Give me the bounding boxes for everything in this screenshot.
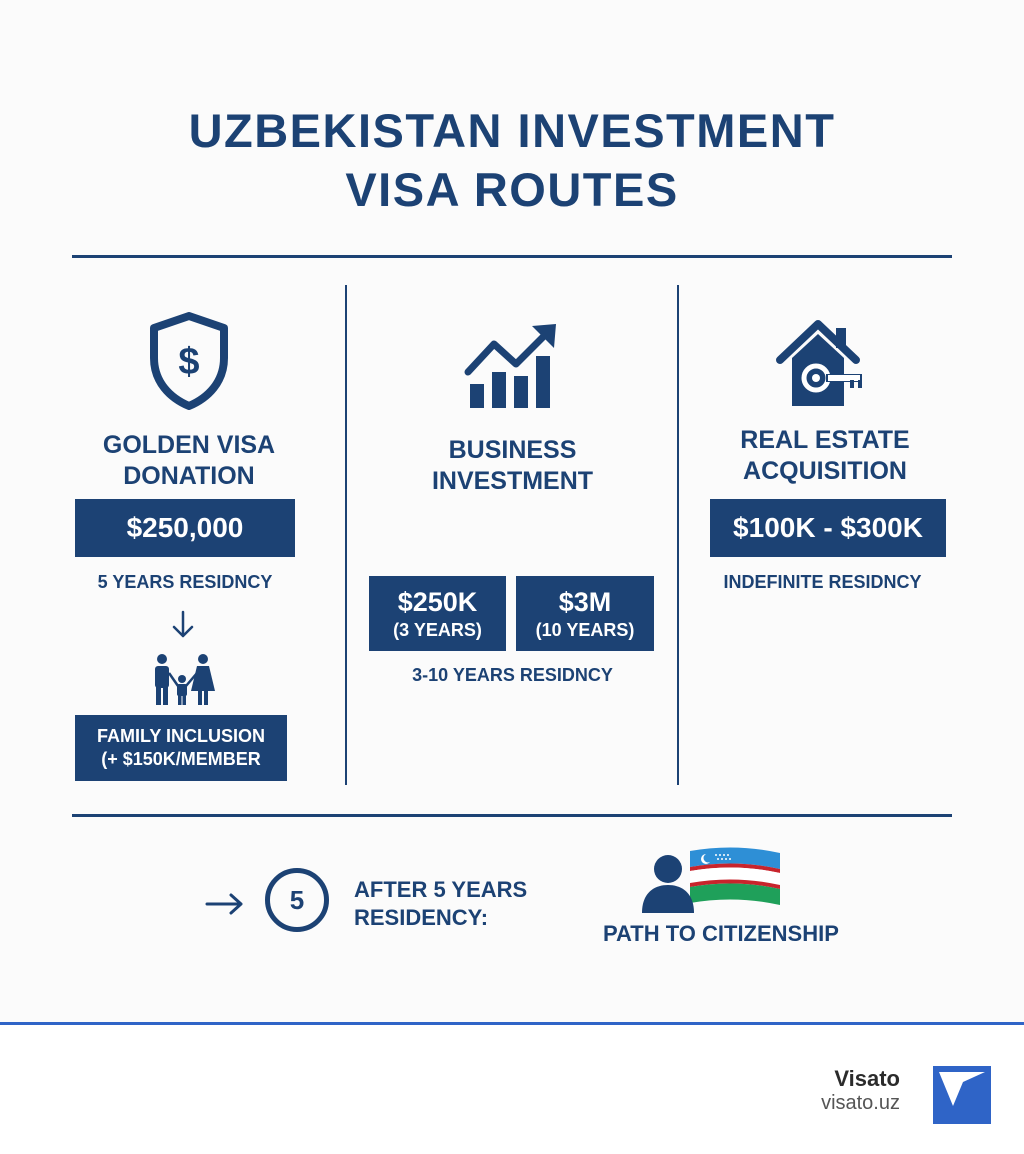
business-residency: 3-10 YEARS RESIDNCY [412, 665, 613, 685]
shield-dollar-icon [148, 312, 230, 410]
right-arrow-icon [205, 891, 245, 917]
footer-brand: Visato [834, 1066, 900, 1091]
house-key-icon [776, 318, 868, 408]
step-number-circle [265, 868, 329, 932]
family-inclusion-line-2: (+ $150K/MEMBER [101, 749, 261, 769]
page-title-line-2: VISA ROUTES [345, 163, 679, 216]
real-estate-heading [705, 425, 945, 487]
real-estate-heading-line-1: REAL ESTATE [740, 426, 910, 454]
after-residency-line-2: RESIDENCY: [354, 905, 489, 930]
top-divider [72, 255, 952, 258]
golden-visa-heading [75, 430, 303, 492]
family-inclusion-line-1: FAMILY INCLUSION [96, 726, 266, 746]
svg-text:$: $ [178, 341, 200, 383]
person-with-uzbek-flag-icon [640, 845, 786, 915]
column-divider-1 [345, 285, 347, 785]
uzbek-flag-icon [690, 847, 780, 905]
business-heading-line-2: INVESTMENT [431, 467, 594, 495]
golden-visa-heading-line-2: DONATION [123, 462, 255, 490]
footer-url[interactable]: visato.uz [821, 1092, 900, 1114]
visato-logo-icon [933, 1066, 991, 1124]
real-estate-residency: INDEFINITE RESIDNCY [723, 572, 922, 592]
golden-visa-residency: 5 YEARS RESIDNCY [97, 572, 273, 592]
real-estate-price: $100K - $300K [733, 512, 923, 543]
real-estate-price-box [710, 499, 946, 557]
business-option-10-years [516, 576, 654, 651]
golden-visa-price-box [75, 499, 295, 557]
business-option-1-term: (3 YEARS) [393, 619, 482, 640]
column-divider-2 [677, 285, 679, 785]
business-heading-line-1: BUSINESS [448, 436, 577, 464]
business-option-1-amount: $250K [397, 586, 478, 617]
business-investment-heading [395, 435, 630, 497]
citizenship-label: PATH TO CITIZENSHIP [603, 921, 839, 946]
after-residency-text [354, 876, 527, 932]
page-title-line-1: UZBEKISTAN INVESTMENT [188, 104, 836, 157]
step-number: 5 [289, 884, 305, 915]
down-arrow-icon [171, 610, 195, 640]
family-inclusion-box [75, 715, 287, 781]
business-option-2-term: (10 YEARS) [535, 619, 635, 640]
bottom-divider [72, 814, 952, 817]
business-option-3-years [369, 576, 506, 651]
real-estate-heading-line-2: ACQUISITION [743, 457, 907, 485]
business-option-2-amount: $3M [558, 586, 612, 617]
after-residency-line-1: AFTER 5 YEARS [354, 877, 528, 902]
golden-visa-price: $250,000 [126, 512, 244, 543]
golden-visa-heading-line-1: GOLDEN VISA [102, 431, 276, 459]
growth-chart-icon [464, 320, 560, 410]
family-icon [150, 653, 218, 707]
